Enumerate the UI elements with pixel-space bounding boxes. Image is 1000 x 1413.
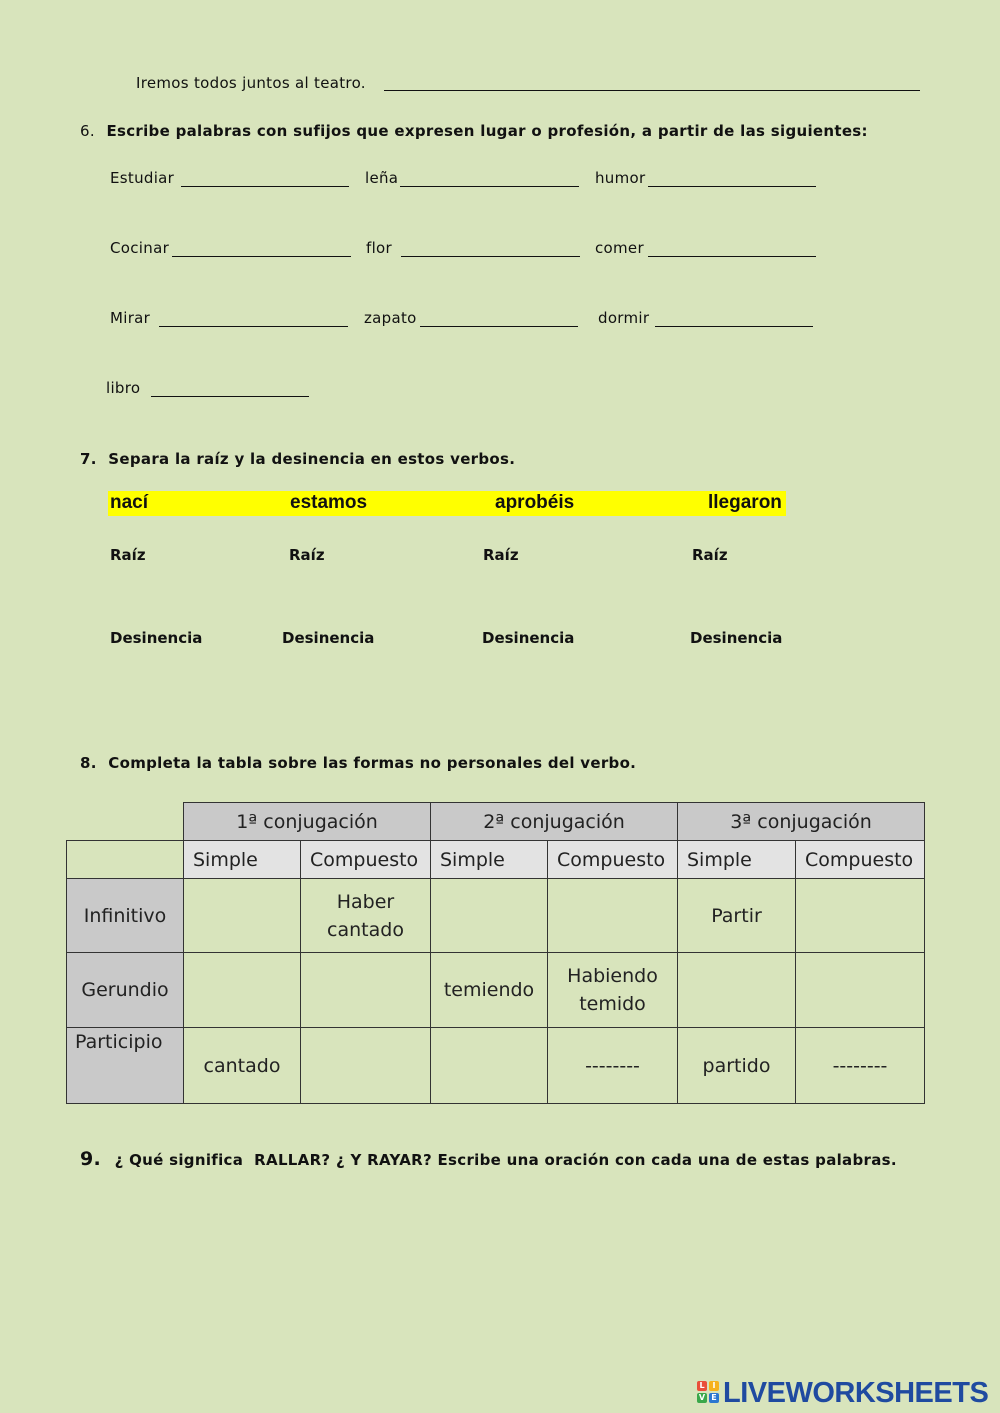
subheader: Compuesto [548,841,678,879]
table-cell: Haber cantado [301,879,431,953]
q6-word-label: humor [595,169,646,187]
table-subheader-blank [67,841,184,879]
q6-word-label: dormir [598,309,650,327]
table-cell[interactable] [548,879,678,953]
verbs-highlight-bar [108,491,786,516]
q6-answer-input[interactable] [420,308,578,327]
logo-mark-icon: L I V E [697,1381,721,1405]
verb-item: llegaron [708,492,782,513]
raiz-label: Raíz [692,546,728,564]
table-subheader-row [67,841,925,879]
verb-item: aprobéis [495,492,575,513]
row-label: Participio [67,1028,184,1104]
q6-answer-input[interactable] [648,168,816,187]
q6-answer-input[interactable] [172,238,351,257]
question-6 [80,122,868,140]
subheader: Simple [184,841,301,879]
table-cell: cantado [184,1028,301,1104]
desinencia-label: Desinencia [482,629,575,647]
table-cell: temiendo [431,953,548,1028]
table-cell[interactable] [301,953,431,1028]
table-row [67,879,925,953]
q6-word-label: comer [595,239,644,257]
raiz-label: Raíz [483,546,519,564]
table-cell[interactable] [184,879,301,953]
row-label: Infinitivo [67,879,184,953]
q6-answer-input[interactable] [655,308,813,327]
table-group-header-row [67,803,925,841]
question-7-number: 7. [80,450,97,468]
row-label: Gerundio [67,953,184,1028]
subheader: Compuesto [796,841,925,879]
sentence-text: Iremos todos juntos al teatro. [136,74,366,92]
q6-answer-input[interactable] [401,238,580,257]
liveworksheets-logo [697,1378,988,1408]
question-9 [80,1148,897,1170]
raiz-label: Raíz [289,546,325,564]
question-8-number: 8. [80,754,97,772]
table-corner [67,803,184,841]
question-8 [80,754,636,772]
verb-item: nací [110,492,149,513]
table-cell[interactable] [796,953,925,1028]
q6-word-label: Mirar [110,309,151,327]
q6-word-label: Cocinar [110,239,170,257]
question-9-prompt: ¿ Qué significa RALLAR? ¿ Y RAYAR? Escribe una oración con cada una de estas palabras. [114,1151,897,1169]
question-8-prompt: Completa la tabla sobre las formas no personales del verbo. [108,754,637,772]
q6-word-label: flor [366,239,392,257]
table-cell: partido [678,1028,796,1104]
q6-word-label: zapato [364,309,417,327]
q6-answer-input[interactable] [159,308,348,327]
table-cell[interactable] [184,953,301,1028]
verb-item: estamos [290,492,368,513]
table-cell[interactable] [431,1028,548,1104]
table-cell[interactable] [678,953,796,1028]
question-9-number: 9. [80,1148,102,1170]
question-7 [80,450,515,468]
q6-word-label: leña [365,169,399,187]
table-cell: Partir [678,879,796,953]
question-6-number: 6. [80,122,95,140]
table-row [67,953,925,1028]
subheader: Simple [431,841,548,879]
subheader: Compuesto [301,841,431,879]
desinencia-label: Desinencia [690,629,783,647]
desinencia-label: Desinencia [110,629,203,647]
sentence-line [136,74,366,92]
subheader: Simple [678,841,796,879]
q6-answer-input[interactable] [648,238,816,257]
group-header: 3ª conjugación [678,803,925,841]
question-7-prompt: Separa la raíz y la desinencia en estos verbos. [108,450,516,468]
q6-answer-input[interactable] [400,168,579,187]
table-cell[interactable] [431,879,548,953]
table-cell: -------- [548,1028,678,1104]
table-cell[interactable] [796,879,925,953]
table-row [67,1028,925,1104]
brand-name: LIVEWORKSHEETS [723,1376,989,1409]
q6-word-label: libro [106,379,141,397]
table-cell[interactable] [301,1028,431,1104]
q6-answer-input[interactable] [151,378,309,397]
conjugation-table [66,802,925,1104]
table-cell: -------- [796,1028,925,1104]
group-header: 2ª conjugación [431,803,678,841]
desinencia-label: Desinencia [282,629,375,647]
group-header: 1ª conjugación [184,803,431,841]
raiz-label: Raíz [110,546,146,564]
table-cell: Habiendo temido [548,953,678,1028]
q6-word-label: Estudiar [110,169,175,187]
question-6-prompt: Escribe palabras con sufijos que expresen lugar o profesión, a partir de las siguientes: [106,122,868,140]
sentence-answer-input[interactable] [384,72,920,91]
q6-answer-input[interactable] [181,168,349,187]
